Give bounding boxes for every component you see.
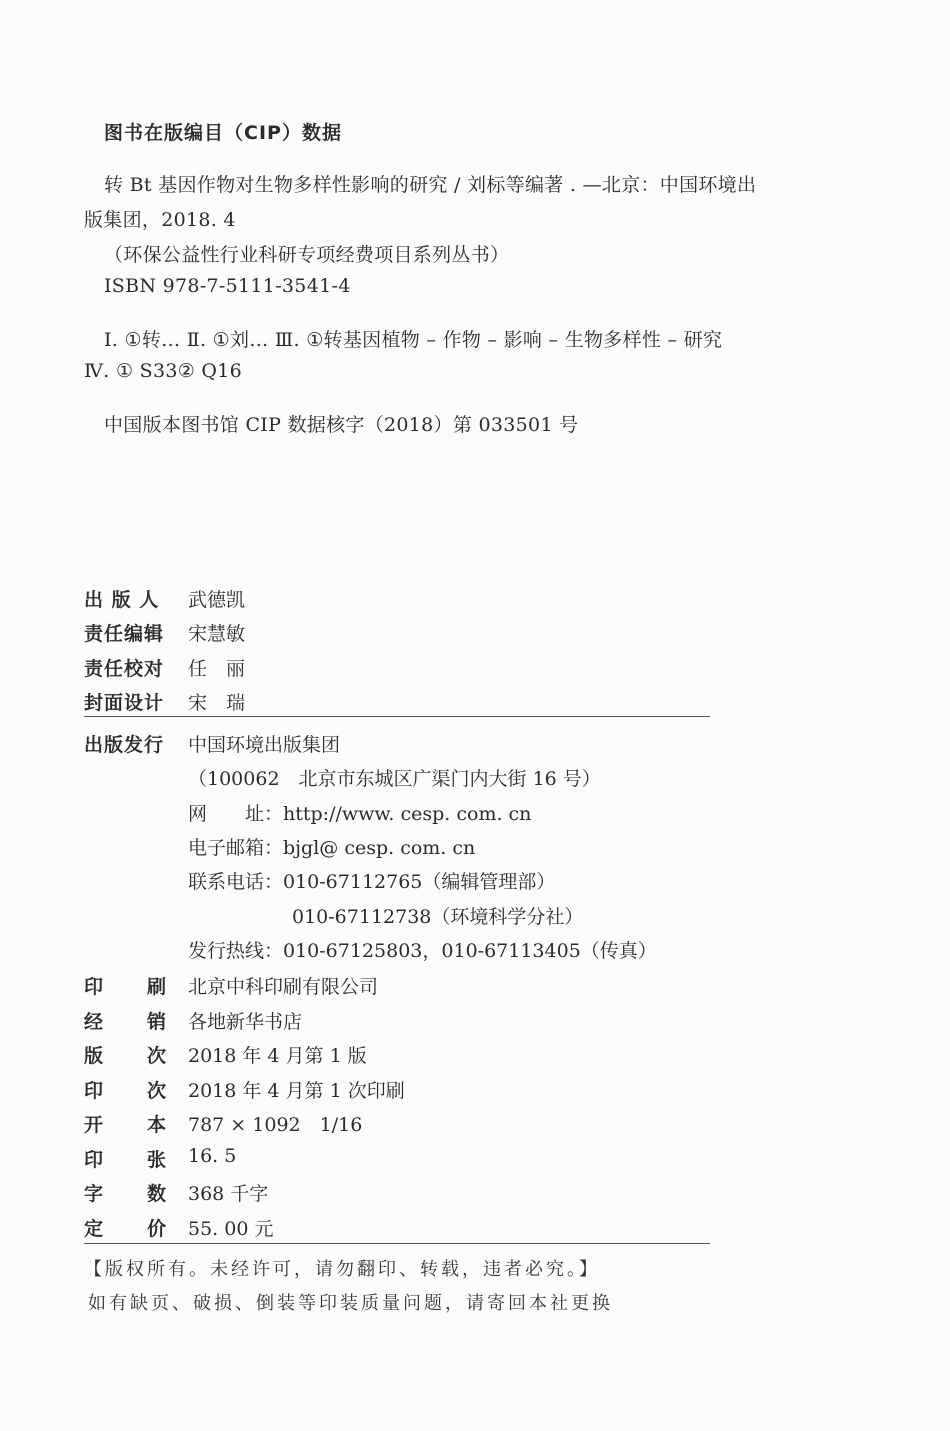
cip-number: 中国版本图书馆 CIP 数据核字（2018）第 033501 号 <box>104 414 579 436</box>
spec-label-distribution: 经 销 <box>84 1011 166 1033</box>
spec-label-price: 定 价 <box>84 1218 166 1240</box>
copyright-notice: 【版权所有。未经许可，请勿翻印、转载，违者必究。】 <box>84 1259 600 1280</box>
spec-value-impression: 2018 年 4 月第 1 次印刷 <box>188 1080 405 1102</box>
staff-value-cover-design: 宋 瑞 <box>188 692 246 714</box>
staff-label-publisher: 出 版 人 <box>84 589 160 611</box>
quality-notice: 如有缺页、破损、倒装等印装质量问题，请寄回本社更换 <box>88 1293 613 1314</box>
publisher-email: 电子邮箱：bjgl@ cesp. com. cn <box>188 837 476 859</box>
staff-label-proofreader: 责任校对 <box>84 658 165 680</box>
spec-value-price: 55. 00 元 <box>188 1218 274 1240</box>
staff-value-publisher: 武德凯 <box>188 589 246 611</box>
spec-label-word-count: 字 数 <box>84 1183 166 1205</box>
spec-value-printing: 北京中科印刷有限公司 <box>188 976 379 998</box>
spec-label-edition: 版 次 <box>84 1045 166 1067</box>
cip-series: （环保公益性行业科研专项经费项目系列丛书） <box>104 244 510 266</box>
spec-label-printing: 印 刷 <box>84 976 166 998</box>
cip-title-line2: 版集团，2018. 4 <box>84 209 236 231</box>
cip-classification-line2: Ⅳ. ① S33② Q16 <box>84 360 243 382</box>
spec-label-format: 开 本 <box>84 1114 166 1136</box>
spec-value-distribution: 各地新华书店 <box>188 1011 303 1033</box>
publisher-address: （100062 北京市东城区广渠门内大街 16 号） <box>188 768 601 790</box>
publisher-website: 网 址：http://www. cesp. com. cn <box>188 803 532 825</box>
publisher-label: 出版发行 <box>84 734 165 756</box>
staff-value-proofreader: 任 丽 <box>188 658 246 680</box>
cip-classification-line1: Ⅰ. ①转… Ⅱ. ①刘… Ⅲ. ①转基因植物 – 作物 – 影响 – 生物多样性 – 研究 <box>104 329 723 351</box>
spec-value-edition: 2018 年 4 月第 1 版 <box>188 1045 367 1067</box>
publisher-phone-1: 联系电话：010-67112765（编辑管理部） <box>188 871 556 893</box>
spec-label-impression: 印 次 <box>84 1080 166 1102</box>
cip-isbn: ISBN 978-7-5111-3541-4 <box>104 275 351 297</box>
cip-title-line1: 转 Bt 基因作物对生物多样性影响的研究 / 刘标等编著 . —北京：中国环境出 <box>104 174 757 196</box>
publisher-name: 中国环境出版集团 <box>188 734 341 756</box>
spec-value-word-count: 368 千字 <box>188 1183 269 1205</box>
divider-bottom <box>84 1243 710 1244</box>
spec-value-sheets: 16. 5 <box>188 1145 237 1167</box>
spec-value-format: 787 × 1092 1/16 <box>188 1114 363 1136</box>
spec-label-sheets: 印 张 <box>84 1149 166 1171</box>
divider-top <box>84 716 710 717</box>
cip-heading: 图书在版编目（CIP）数据 <box>104 122 342 144</box>
staff-value-editor: 宋慧敏 <box>188 623 246 645</box>
publisher-hotline: 发行热线：010-67125803，010-67113405（传真） <box>188 940 657 962</box>
publisher-phone-2: 010-67112738（环境科学分社） <box>292 906 584 928</box>
staff-label-editor: 责任编辑 <box>84 623 165 645</box>
staff-label-cover-design: 封面设计 <box>84 692 165 714</box>
